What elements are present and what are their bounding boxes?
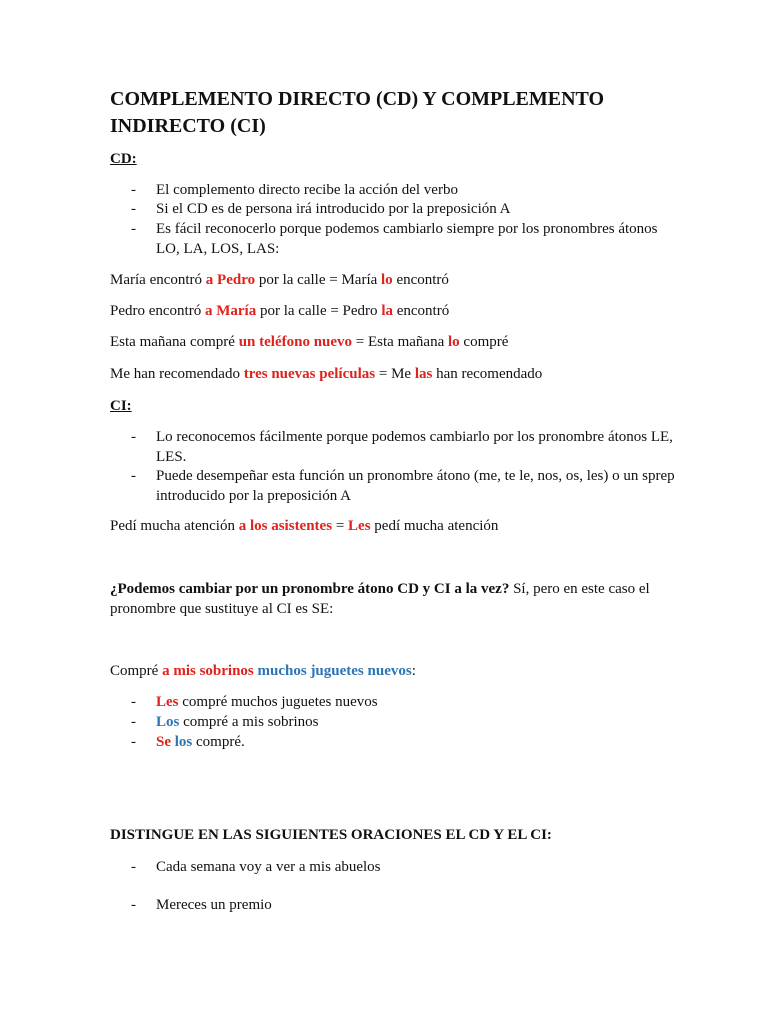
example-text: encontró	[392, 303, 450, 319]
example-text: encontró	[392, 272, 449, 288]
bullet-marker: -	[131, 714, 136, 730]
example-text: pedí mucha atención	[370, 518, 499, 534]
item-text: compré a mis sobrinos	[179, 714, 319, 730]
bullet-marker: -	[131, 429, 136, 445]
pronoun-blue: los	[174, 734, 193, 750]
example-pronoun-highlight: lo	[447, 334, 460, 350]
example-text: Pedro encontró	[110, 303, 205, 319]
ci-bullet-2: Puede desempeñar esta función un pronombre átono (me, te le, nos, os, les) o un sprep introducido por la preposición A	[156, 468, 675, 504]
bullet-marker: -	[131, 182, 136, 198]
example-text: Me han recomendado	[110, 366, 244, 382]
pronoun-red: Les	[156, 694, 179, 710]
cd-example-3	[110, 333, 508, 353]
example-text: =	[332, 518, 349, 534]
bullet-marker: -	[131, 694, 136, 710]
bullet-marker: -	[131, 468, 136, 484]
example-pronoun-highlight: lo	[381, 272, 393, 288]
example-text: :	[411, 663, 416, 679]
question-bold: ¿Podemos cambiar por un pronombre átono CD y CI a la vez?	[110, 581, 510, 597]
compre-item-1	[156, 693, 676, 713]
example-text: Esta mañana compré	[110, 334, 239, 350]
example-text: Pedí mucha atención	[110, 518, 239, 534]
bullet-marker: -	[131, 859, 136, 875]
example-cd-highlight: a María	[204, 303, 257, 319]
compre-item-2	[156, 713, 676, 733]
exercise-item-1: Cada semana voy a ver a mis abuelos	[156, 859, 381, 875]
exercise-item-2: Mereces un premio	[156, 897, 272, 913]
cd-bullet-2: Si el CD es de persona irá introducido por la preposición A	[156, 201, 511, 217]
cd-bullet-1: El complemento directo recibe la acción del verbo	[156, 182, 458, 198]
ci-heading: CI:	[110, 398, 132, 414]
compre-item-3	[156, 733, 676, 753]
ci-bullet-1: Lo reconocemos fácilmente porque podemos cambiarlo por los pronombre átonos LE, LES.	[156, 429, 673, 465]
bullet-marker: -	[131, 734, 136, 750]
example-pronoun-highlight: Les	[348, 518, 371, 534]
pronoun-blue: Los	[156, 714, 180, 730]
cd-bullet-3: Es fácil reconocerlo porque podemos cambiarlo siempre por los pronombres átonos LO, LA, LOS, LAS:	[156, 221, 658, 257]
example-ci-highlight: a mis sobrinos	[162, 663, 254, 679]
example-text: compré	[459, 334, 509, 350]
example-pronoun-highlight: las	[414, 366, 433, 382]
cd-example-2	[110, 302, 449, 322]
ci-example	[110, 517, 498, 537]
document-title: COMPLEMENTO DIRECTO (CD) Y COMPLEMENTO INDIRECTO (CI)	[110, 88, 605, 137]
example-cd-highlight: a Pedro	[205, 272, 256, 288]
example-cd-highlight: tres nuevas películas	[243, 366, 376, 382]
example-text: han recomendado	[432, 366, 543, 382]
bullet-marker: -	[131, 201, 136, 217]
cd-heading: CD:	[110, 151, 137, 167]
example-text: por la calle = María	[255, 272, 382, 288]
compre-sentence	[110, 662, 416, 682]
example-cd-highlight: un teléfono nuevo	[238, 334, 353, 350]
exercise-heading: DISTINGUE EN LAS SIGUIENTES ORACIONES EL CD Y EL CI:	[110, 827, 552, 843]
question-paragraph	[110, 580, 670, 619]
example-ci-highlight: a los asistentes	[238, 518, 333, 534]
bullet-marker: -	[131, 897, 136, 913]
example-text: Compré	[110, 663, 163, 679]
example-pronoun-highlight: la	[381, 303, 393, 319]
question-answer: Sí, pero en este caso el pronombre que sustituye al CI es SE:	[110, 581, 650, 617]
cd-example-1	[110, 271, 449, 291]
cd-example-4	[110, 365, 542, 385]
example-text: María encontró	[110, 272, 206, 288]
example-cd-highlight: muchos juguetes nuevos	[257, 663, 412, 679]
example-text: = Esta mañana	[352, 334, 448, 350]
bullet-marker: -	[131, 221, 136, 237]
example-text: por la calle = Pedro	[256, 303, 382, 319]
item-text: compré.	[192, 734, 245, 750]
example-text: = Me	[375, 366, 415, 382]
pronoun-red: Se	[156, 734, 171, 750]
item-text: compré muchos juguetes nuevos	[178, 694, 378, 710]
